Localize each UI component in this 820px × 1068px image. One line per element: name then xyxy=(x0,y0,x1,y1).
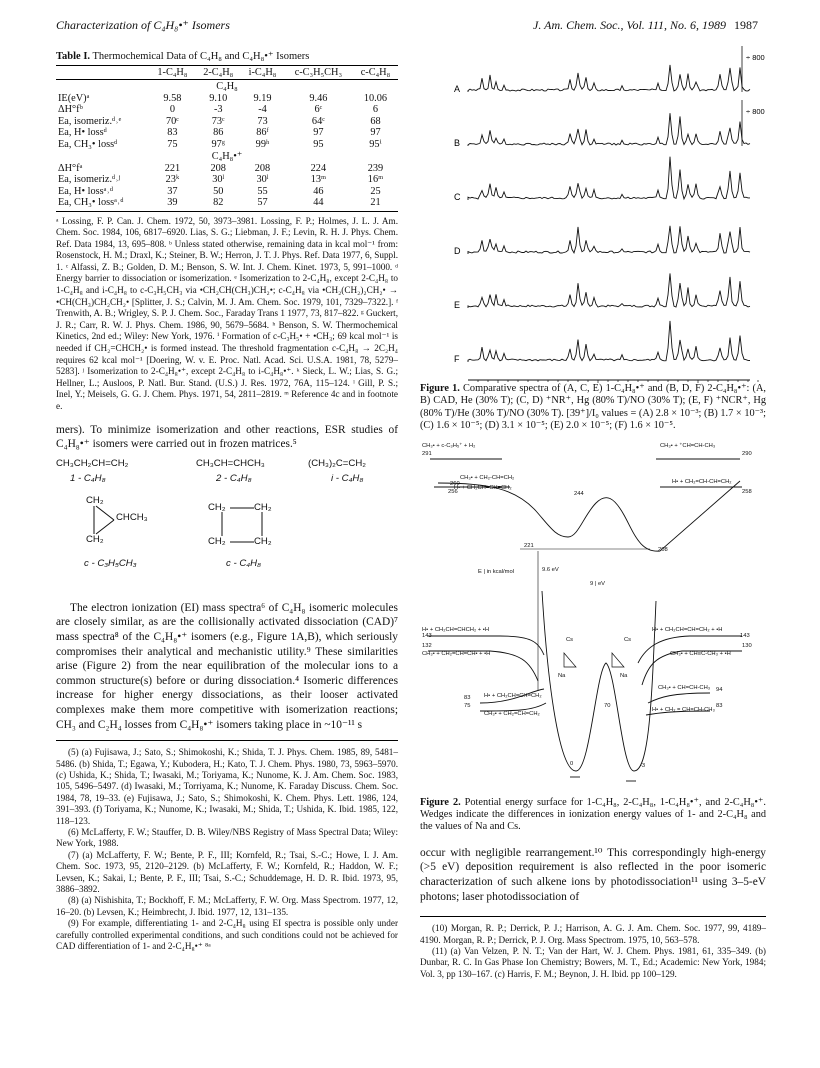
table-row xyxy=(56,186,398,198)
reference-entry: (6) McLafferty, F. W.; Stauffer, D. B. Wiley/NBS Registry of Mass Spectral Data; Wiley: New York, 1988. xyxy=(56,826,398,849)
figure-2-label: Figure 2. xyxy=(420,796,461,808)
ring2-tr: CH₂ xyxy=(254,501,272,513)
table-cell: -4 xyxy=(258,104,267,115)
scale-label: ÷ 800 xyxy=(746,53,765,62)
table-cell: 16ᵐ xyxy=(367,174,384,185)
ring2-br: CH₂ xyxy=(254,535,272,547)
ring1-methine: CHCH₃ xyxy=(116,511,148,523)
table-row xyxy=(56,116,398,128)
spectrum-trace xyxy=(468,321,750,362)
table-cell: 9.58 xyxy=(163,92,182,104)
table-row xyxy=(56,174,398,186)
table-row xyxy=(56,139,398,151)
energy-label: -3 xyxy=(640,762,646,769)
right-column xyxy=(420,38,766,980)
table-cell: 10.06 xyxy=(363,92,388,104)
table-caption xyxy=(56,50,398,62)
energy-label: H• + CH₂CH=CH=CH₂ xyxy=(454,484,512,491)
paragraph-1: mers). To minimize isomerization and other reactions, ESR studies of C₄H₈•⁺ isomers were carried out in frozen matrices.⁵ xyxy=(56,423,398,451)
energy-label: 208 xyxy=(658,546,668,553)
energy-label: H• + CH₂CH=CHCH₂ + •H xyxy=(422,626,490,633)
formula-1-butene: CH₃CH₂CH=CH₂ xyxy=(56,457,129,469)
table-cell: 95ⁱ xyxy=(369,138,382,150)
table-cell: 21 xyxy=(353,197,398,211)
section-row xyxy=(56,80,398,93)
thermochemical-table xyxy=(56,65,398,212)
section-row xyxy=(56,150,398,163)
spectra-plot xyxy=(420,38,766,383)
table-cell: 0 xyxy=(169,104,175,115)
table-cell: 97 xyxy=(313,127,324,138)
energy-curve xyxy=(438,478,740,551)
energy-label: 83 xyxy=(716,702,723,709)
table-caption-text: Thermochemical Data of C₄H₈ and C₄H₈•⁺ Isomers xyxy=(92,51,310,62)
table-cell: 95 xyxy=(313,138,324,150)
row-label: IE(eV)ᵃ xyxy=(58,92,90,104)
energy-label: CH₃• + CH₂=CH=CH₂ xyxy=(484,710,540,717)
energy-label: H• + CH₂CH=CH=CH₂ + •H xyxy=(652,626,723,633)
table-cell: 57 xyxy=(241,197,284,211)
energy-label: 83 xyxy=(464,694,471,701)
section-title: C₄H₈ xyxy=(216,81,238,92)
table-cell: 46 xyxy=(313,185,324,197)
column-header: 1-C₄H₈ xyxy=(150,66,196,80)
energy-label: 143 xyxy=(422,632,432,639)
energy-label: Na xyxy=(558,672,566,679)
table-cell: 37 xyxy=(167,185,178,197)
row-label: ΔH°fᵇ xyxy=(58,104,83,115)
table-row xyxy=(56,163,398,175)
table-cell: 73 xyxy=(257,115,268,127)
table-cell: 97 xyxy=(370,127,381,138)
energy-label: CH₃• + CH=CH-CH₃ xyxy=(658,684,711,691)
panel-label: C xyxy=(454,192,461,202)
column-header: c-C₃H₅CH₃ xyxy=(284,66,353,80)
paragraph-3: occur with negligible rearrangement.¹⁰ This correspondingly high-energy (>5 eV) deposition requirement is also reflected in the poor isomeric characterization of such alkene ions by photodissociation¹¹ using 3–5-eV photons; laser photodissociation of xyxy=(420,846,766,903)
running-title: Characterization of C₄H₈•⁺ Isomers xyxy=(56,18,230,32)
ring2-bl: CH₂ xyxy=(208,535,226,547)
energy-label: CH₃• + CH₂=CH=CH• + •H xyxy=(422,650,491,657)
row-label: Ea, H• lossᵈ xyxy=(58,127,107,138)
panel-label: A xyxy=(454,84,461,94)
column-header: c-C₄H₈ xyxy=(353,66,398,80)
energy-label: CH₃• + ⁺CH=CH-CH₃ xyxy=(660,442,716,449)
table-cell: 99ʰ xyxy=(255,138,270,150)
column-header: i-C₄H₈ xyxy=(241,66,284,80)
page-number: 1987 xyxy=(734,18,758,32)
spectrum-trace xyxy=(468,157,750,200)
panel-label: E xyxy=(454,300,461,310)
formula-isobutene: (CH₃)₂C=CH₂ xyxy=(308,457,366,469)
table-row xyxy=(56,127,398,139)
energy-label: 221 xyxy=(524,542,534,549)
name-1-butene: 1 - C₄H₈ xyxy=(70,472,106,484)
ring1-bottom: CH₂ xyxy=(86,533,104,545)
table-cell: 9.10 xyxy=(209,92,228,104)
table-cell: 30ˡ xyxy=(212,174,225,185)
table-cell: 44 xyxy=(284,197,353,211)
table-row xyxy=(56,104,398,116)
journal-info: J. Am. Chem. Soc., Vol. 111, No. 6, 1989 xyxy=(533,18,726,32)
name-isobutene: i - C₄H₈ xyxy=(331,472,364,484)
table-cell: 73ᶜ xyxy=(211,115,225,127)
reference-entry: (11) (a) Van Velzen, P. N. T.; Van der Hart, W. J. Chem. Phys. 1981, 61, 335–349. (b) Dunbar, R. C. In Gas Phase Ion Chemistry; Bowers, M. T., Ed.; Academic: New York, 1984; Vol. 3, pp 130–167. (c) Harris, F. M.; Beynon, J. H. Ibid. pp 100–129. xyxy=(420,946,766,979)
paragraph-2: The electron ionization (EI) mass spectra⁶ of C₄H₈ isomeric molecules are closely similar, as are the collisionally activated dissociation (CAD)⁷ mass spectra⁸ of the C₄H₈•⁺ isomers (e.g., Figure 1A,B), which seriously compromises their analytical and mechanistic utility.⁹ These similarities arise (Figure 2) from the near equilibration of the molecular ions to a common structure(s) before or during dissociation.⁴ Isomeric differences increase for higher energy dissociations, as their looser activated complexes make them more competitive with isomerization reactions; CH₃ and C₂H₄ losses from C₄H₈•⁺ isomers taking place in ~10⁻¹¹ s xyxy=(56,601,398,731)
table-header-row xyxy=(56,66,398,80)
table-cell: 9.19 xyxy=(253,92,272,104)
name-methylcyclopropane: c - C₃H₅CH₃ xyxy=(84,557,137,569)
energy-label: CH₃• + CH≡C-CH₃ + •H xyxy=(670,650,731,657)
formula-2-butene: CH₃CH=CHCH₃ xyxy=(196,457,265,469)
reference-entry: (5) (a) Fujisawa, J.; Sato, S.; Shimokoshi, K.; Shida, T. J. Phys. Chem. 1985, 89, 5481–5486. (b) Shida, T.; Egawa, Y.; Kubodera, H.; Kato, T. J. Chem. Phys. 1980, 73, 5963–5970. (c) Ushida, K.; Shida, T.; Iwasaki, M.; Toriyama, K.; Nunome, K. J. Am. Chem. Soc. 1983, 105, 5496–5497. (d) Iwasaki, M.; Torriyama, K.; Nunome, K. Faraday Discuss. Chem. Soc. 1984, 78, 19–33. (e) Fujisawa, J.; Sato, S.; Shimokoshi, K. Chem. Phys. Lett. 1986, 124, 391–393. (f) Toriyama, K.; Nunome, K.; Iwasaki, M.; Shida, T.; Ushida, K. Ibid. 1985, 122, 118–123. xyxy=(56,747,398,826)
table-cell: 82 xyxy=(195,197,241,211)
table-cell: 13ᵐ xyxy=(310,174,327,185)
ring2-tl: CH₂ xyxy=(208,501,226,513)
reference-entry: (10) Morgan, R. P.; Derrick, P. J.; Harrison, A. G. J. Am. Chem. Soc. 1977, 99, 4189–4190. Morgan, R. P.; Derrick, P. J. Org. Mass Spectrom. 1975, 10, 563–578. xyxy=(420,923,766,945)
table-cell: 6 xyxy=(372,104,379,115)
row-label: Ea, CH₃• lossᵃ˒ᵈ xyxy=(56,197,150,211)
energy-label: 258 xyxy=(742,488,752,495)
energy-label: 94 xyxy=(716,686,723,693)
table-cell: 70ᶜ xyxy=(165,115,179,127)
figure-1-spectra xyxy=(420,38,766,383)
table-row xyxy=(56,197,398,211)
energy-label: CH₃• + CH₂-CH=CH₂ xyxy=(460,474,515,481)
table-cell: 6ᶜ xyxy=(314,104,323,115)
table-cell: 39 xyxy=(150,197,196,211)
figure-2-caption xyxy=(420,797,766,834)
table-footnotes: ᵃ Lossing, F. P. Can. J. Chem. 1972, 50, 3973–3981. Lossing, F. P.; Holmes, J. L. J. Am. Chem. Soc. 1984, 106, 6817–6920. Lias, S. G.; Liebman, J. F.; Levin, R. H. J. Phys. Chem. Ref. Data 1984, 13, 695–808. ᵇ Unless stated otherwise, remaining data in kcal mol⁻¹ from: Rosenstock, H. M.; Draxl, K.; Steiner, B. W.; Herron, J. T. J. Phys. Ref. Data 1977, 6, Suppl. 1. ᶜ Alfassi, Z. B.; Golden, D. M.; Benson, S. W. Int. J. Chem. Kinet. 1973, 5, 991–1000. ᵈ Energy barrier to dissociation or isomerization. ᵉ Isomerization to 2-C₄H₈, except 2-C₄H₈ to 1-C₄H₈ and i-C₄H₈ to c-C₃H₅CH₃ via •CH₂CH(CH₃)CH₂•; c-C₄H₈ via •CH₂(CH₂)₂CH₂• → •CH(CH₃)CH₂CH₂• [Splitter, J. S.; Calvin, M. J. Am. Chem. Soc. 1979, 101, 7329–7322.]. ᶠ Trenwith, A. B.; Wrigley, S. P. J. Chem. Soc., Faraday Trans 1 1977, 73, 817–822. ᵍ Guckert, J. R.; Carr, R. W. J. Phys. Chem. 1986, 90, 5679–5684. ʰ Benson, S. W. Thermochemical Kinetics, 2nd ed.; Wiley: New York, 1976. ⁱ Formation of c-C₃H₅• + •CH₃; 69 kcal mol⁻¹ is needed if CH₂=CHCH₂• is formed instead. The threshold fragmentation c-C₄H₈ → 2C₂H₄ requires 62 kcal mol⁻¹ [Doering, W. v. E. Proc. Natl. Acad. Sci. U.S.A. 1981, 78, 5279–5283]. ʲ Isomerization to 2-C₄H₈•⁺, except 2-C₄H₈ to i-C₄H₈•⁺. ᵏ Sieck, L. W.; Lias, S. G.; Hellner, L.; Ausloos, P. Natl. Bur. Stand. (U.S.) J. Res. 1972, 76A, 115–124. ˡ Gill, P. S.; Inel, Y.; Meisels, G. G. J. Chem. Phys. 1971, 54, 2811–2819. ᵐ Reference 4c and in footnote e. xyxy=(56,215,398,411)
row-label: ΔH°fᵃ xyxy=(58,162,83,174)
energy-label: H• + CH₂ = CH=CH-CH₃ xyxy=(652,706,715,713)
panel-label: F xyxy=(454,354,460,364)
column-header: 2-C₄H₈ xyxy=(195,66,241,80)
row-label: Ea, CH₃• lossᵈ xyxy=(58,138,118,150)
table-body xyxy=(56,80,398,212)
table-cell: 25 xyxy=(370,185,381,197)
energy-label: E | in kcal/mol xyxy=(478,568,514,575)
spectrum-trace xyxy=(468,273,750,308)
figure-1-caption xyxy=(420,383,766,433)
table-cell: 68 xyxy=(370,115,381,127)
row-label: Ea, isomeriz.ᵈ˒ᵉ xyxy=(58,115,122,127)
scale-label: ÷ 800 xyxy=(746,107,765,116)
ring1-top: CH₂ xyxy=(86,494,104,506)
reference-entry: (7) (a) McLafferty, F. W.; Bente, P. F., III; Kornfeld, R.; Tsai, S.-C.; Howe, I. J. Am. Chem. Soc. 1973, 95, 2120–2129. (b) McLafferty, F. W.; Kornfeld, R.; Haddon, W. F.; Levsen, K.; Sakai, I.; Bente, P. F., III; Tsai, S.-C.; Schuddemage, H. D. R. Ibid. 1973, 95, 3886–3892. xyxy=(56,849,398,894)
energy-label: Na xyxy=(620,672,628,679)
spectrum-trace xyxy=(468,113,750,146)
energy-curve xyxy=(480,703,546,711)
wedge xyxy=(612,653,624,667)
references-right xyxy=(420,916,766,980)
table-cell: 239 xyxy=(367,162,384,174)
energy-label: 0 xyxy=(570,760,574,767)
energy-label: 132 xyxy=(422,642,432,649)
wedge xyxy=(564,653,576,667)
energy-label: 256 xyxy=(448,488,458,495)
energy-label: H• + CH₂CH=CH=CH₂ xyxy=(484,692,542,699)
column-header xyxy=(56,66,150,80)
section-title: C₄H₈•⁺ xyxy=(211,151,243,162)
spectrum-trace xyxy=(468,226,750,254)
name-cyclobutane: c - C₄H₈ xyxy=(226,557,262,569)
panel-label: B xyxy=(454,138,461,148)
energy-label: Cs xyxy=(566,636,574,643)
energy-label: 290 xyxy=(742,450,752,457)
references-left xyxy=(56,740,398,952)
table-cell: 208 xyxy=(210,162,226,174)
name-2-butene: 2 - C₄H₈ xyxy=(216,472,252,484)
energy-label: CH₃• + c-C₃H₅⁺ + H₂ xyxy=(422,442,476,449)
row-label: Ea, H• lossᵃ˒ᵈ xyxy=(58,185,114,197)
table-cell: 9.46 xyxy=(309,92,328,104)
table-cell: 23ᵏ xyxy=(165,174,180,185)
table-caption-label: Table I. xyxy=(56,51,91,62)
figure-2-text: Potential energy surface for 1-C₄H₈, 2-C₄H₈, 1-C₄H₈•⁺, and 2-C₄H₈•⁺. Wedges indicate the differences in ionization energy values of 1- and 2-C₄H₈ and the values of Na and Cs. xyxy=(420,796,767,833)
figure-1-label: Figure 1. xyxy=(420,383,460,394)
energy-label: 260 xyxy=(450,480,460,487)
spectrum-trace xyxy=(468,65,750,92)
table-cell: 86ᶠ xyxy=(256,127,269,138)
energy-curve xyxy=(648,693,710,703)
energy-label: Cs xyxy=(624,636,632,643)
energy-label: 143 xyxy=(740,632,750,639)
table-cell: 50 xyxy=(213,185,224,197)
energy-label: 244 xyxy=(574,490,584,497)
reference-entry: (8) (a) Nishishita, T.; Bockhoff, F. M.; McLafferty, F. W. Org. Mass Spectrom. 1977, 12, 16–20. (b) Levsen, K.; Heimbrecht, J. Ibid. 1977, 12, 131–135. xyxy=(56,895,398,917)
figure-1-text: Comparative spectra of (A, C, E) 1-C₄H₈•⁺ and (B, D, F) 2-C₄H₈•⁺: (A, B) CAD, He (30% T); (C, D) ⁺NR⁺, Hg (80% T)/NO (30% T); (E, F) ⁺NCR⁺, Hg (80% T)/He (30% T)/NO (30% T). [39⁺]/I₀ values = (A) 2.8 × 10⁻³; (B) 1.7 × 10⁻³; (C) 1.6 × 10⁻⁵; (D) 3.1 × 10⁻⁵; (E) 2.0 × 10⁻⁵; (F) 1.6 × 10⁻⁵. xyxy=(420,383,766,432)
energy-label: 130 xyxy=(742,642,752,649)
row-label: Ea, isomeriz.ᵈ˒ʲ xyxy=(58,174,121,185)
table-cell: 75 xyxy=(167,138,178,150)
energy-curve xyxy=(542,591,656,771)
table-cell: 208 xyxy=(254,162,271,174)
reference-entry: (9) For example, differentiating 1- and 2-C₄H₈ using EI spectra is possible only under carefully controlled experimental conditions, and such conditions could not be achieved for CAD differentiation of 1- and 2-C₄H₈•⁺ ⁸ᵃ xyxy=(56,918,398,952)
energy-label: 9 | eV xyxy=(590,580,606,587)
table-cell: 221 xyxy=(164,162,181,174)
table-cell: 97ᵍ xyxy=(211,138,225,150)
figure-2-energy-surface xyxy=(420,441,766,797)
table-cell: 83 xyxy=(167,127,178,138)
energy-surface-plot xyxy=(420,441,766,797)
table-row xyxy=(56,93,398,105)
table-cell: 64ᶜ xyxy=(311,115,325,127)
left-column xyxy=(56,38,398,952)
energy-label: H• + CH₂=CH-CH=CH₂ xyxy=(672,478,732,485)
table-cell: 86 xyxy=(213,127,224,138)
table-cell: 224 xyxy=(310,162,327,174)
energy-label: 75 xyxy=(464,702,471,709)
journal-citation xyxy=(533,18,758,33)
panel-label: D xyxy=(454,246,461,256)
table-cell: -3 xyxy=(213,104,223,115)
energy-label: 70 xyxy=(604,702,611,709)
structure-formulas xyxy=(56,458,398,593)
table-cell: 55 xyxy=(257,185,268,197)
energy-label: 9.6 eV xyxy=(542,566,559,573)
energy-label: 291 xyxy=(422,450,432,457)
ring-structures xyxy=(56,486,398,596)
table-cell: 30ˡ xyxy=(256,174,269,185)
